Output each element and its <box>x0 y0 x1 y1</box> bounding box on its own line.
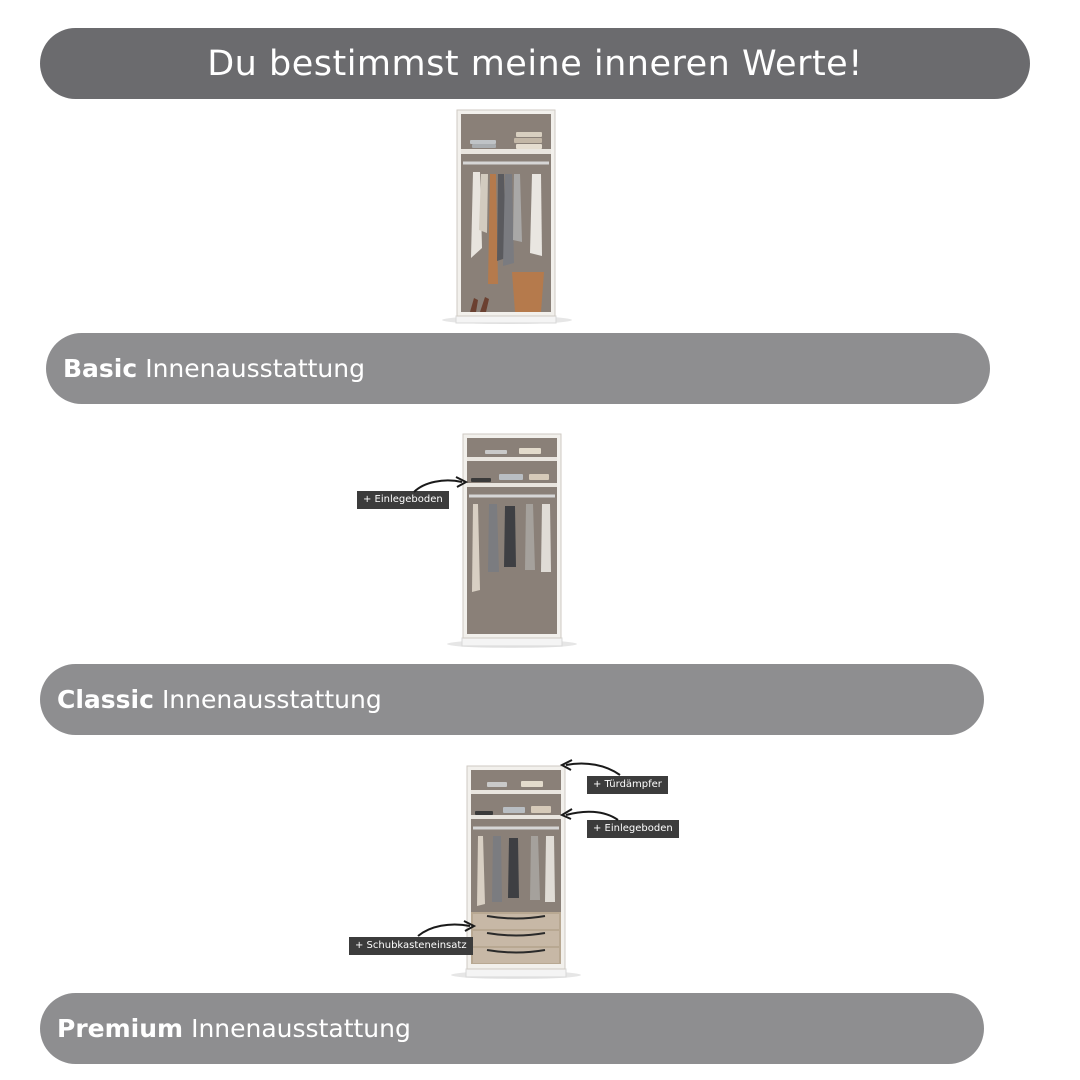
tier-label-classic: Innenausstattung <box>161 685 382 714</box>
callout-classic-shelf: + Einlegeboden <box>357 491 449 509</box>
tier-label-basic: Innenausstattung <box>145 354 365 383</box>
tier-name-classic: Classic <box>57 685 154 714</box>
callout-arrow-icon <box>558 757 624 779</box>
callout-premium-shelf: + Einlegeboden <box>587 820 679 838</box>
tier-label-premium: Innenausstattung <box>191 1014 411 1043</box>
callout-arrow-icon <box>558 804 622 826</box>
classic-wardrobe-image <box>443 432 581 650</box>
callout-premium-door-damper: + Türdämpfer <box>587 776 668 794</box>
page-title-bar <box>40 28 1030 99</box>
callout-premium-drawer-insert: + Schubkasteneinsatz <box>349 937 473 955</box>
tier-bar-classic <box>40 664 984 735</box>
tier-name-basic: Basic <box>63 354 138 383</box>
page-title: Du bestimmst meine inneren Werte! <box>207 43 863 84</box>
callout-arrow-icon <box>414 916 480 940</box>
tier-bar-basic <box>46 333 990 404</box>
basic-wardrobe-image <box>440 108 575 326</box>
tier-name-premium: Premium <box>57 1014 184 1043</box>
callout-arrow-icon <box>410 474 470 496</box>
tier-bar-premium <box>40 993 984 1064</box>
